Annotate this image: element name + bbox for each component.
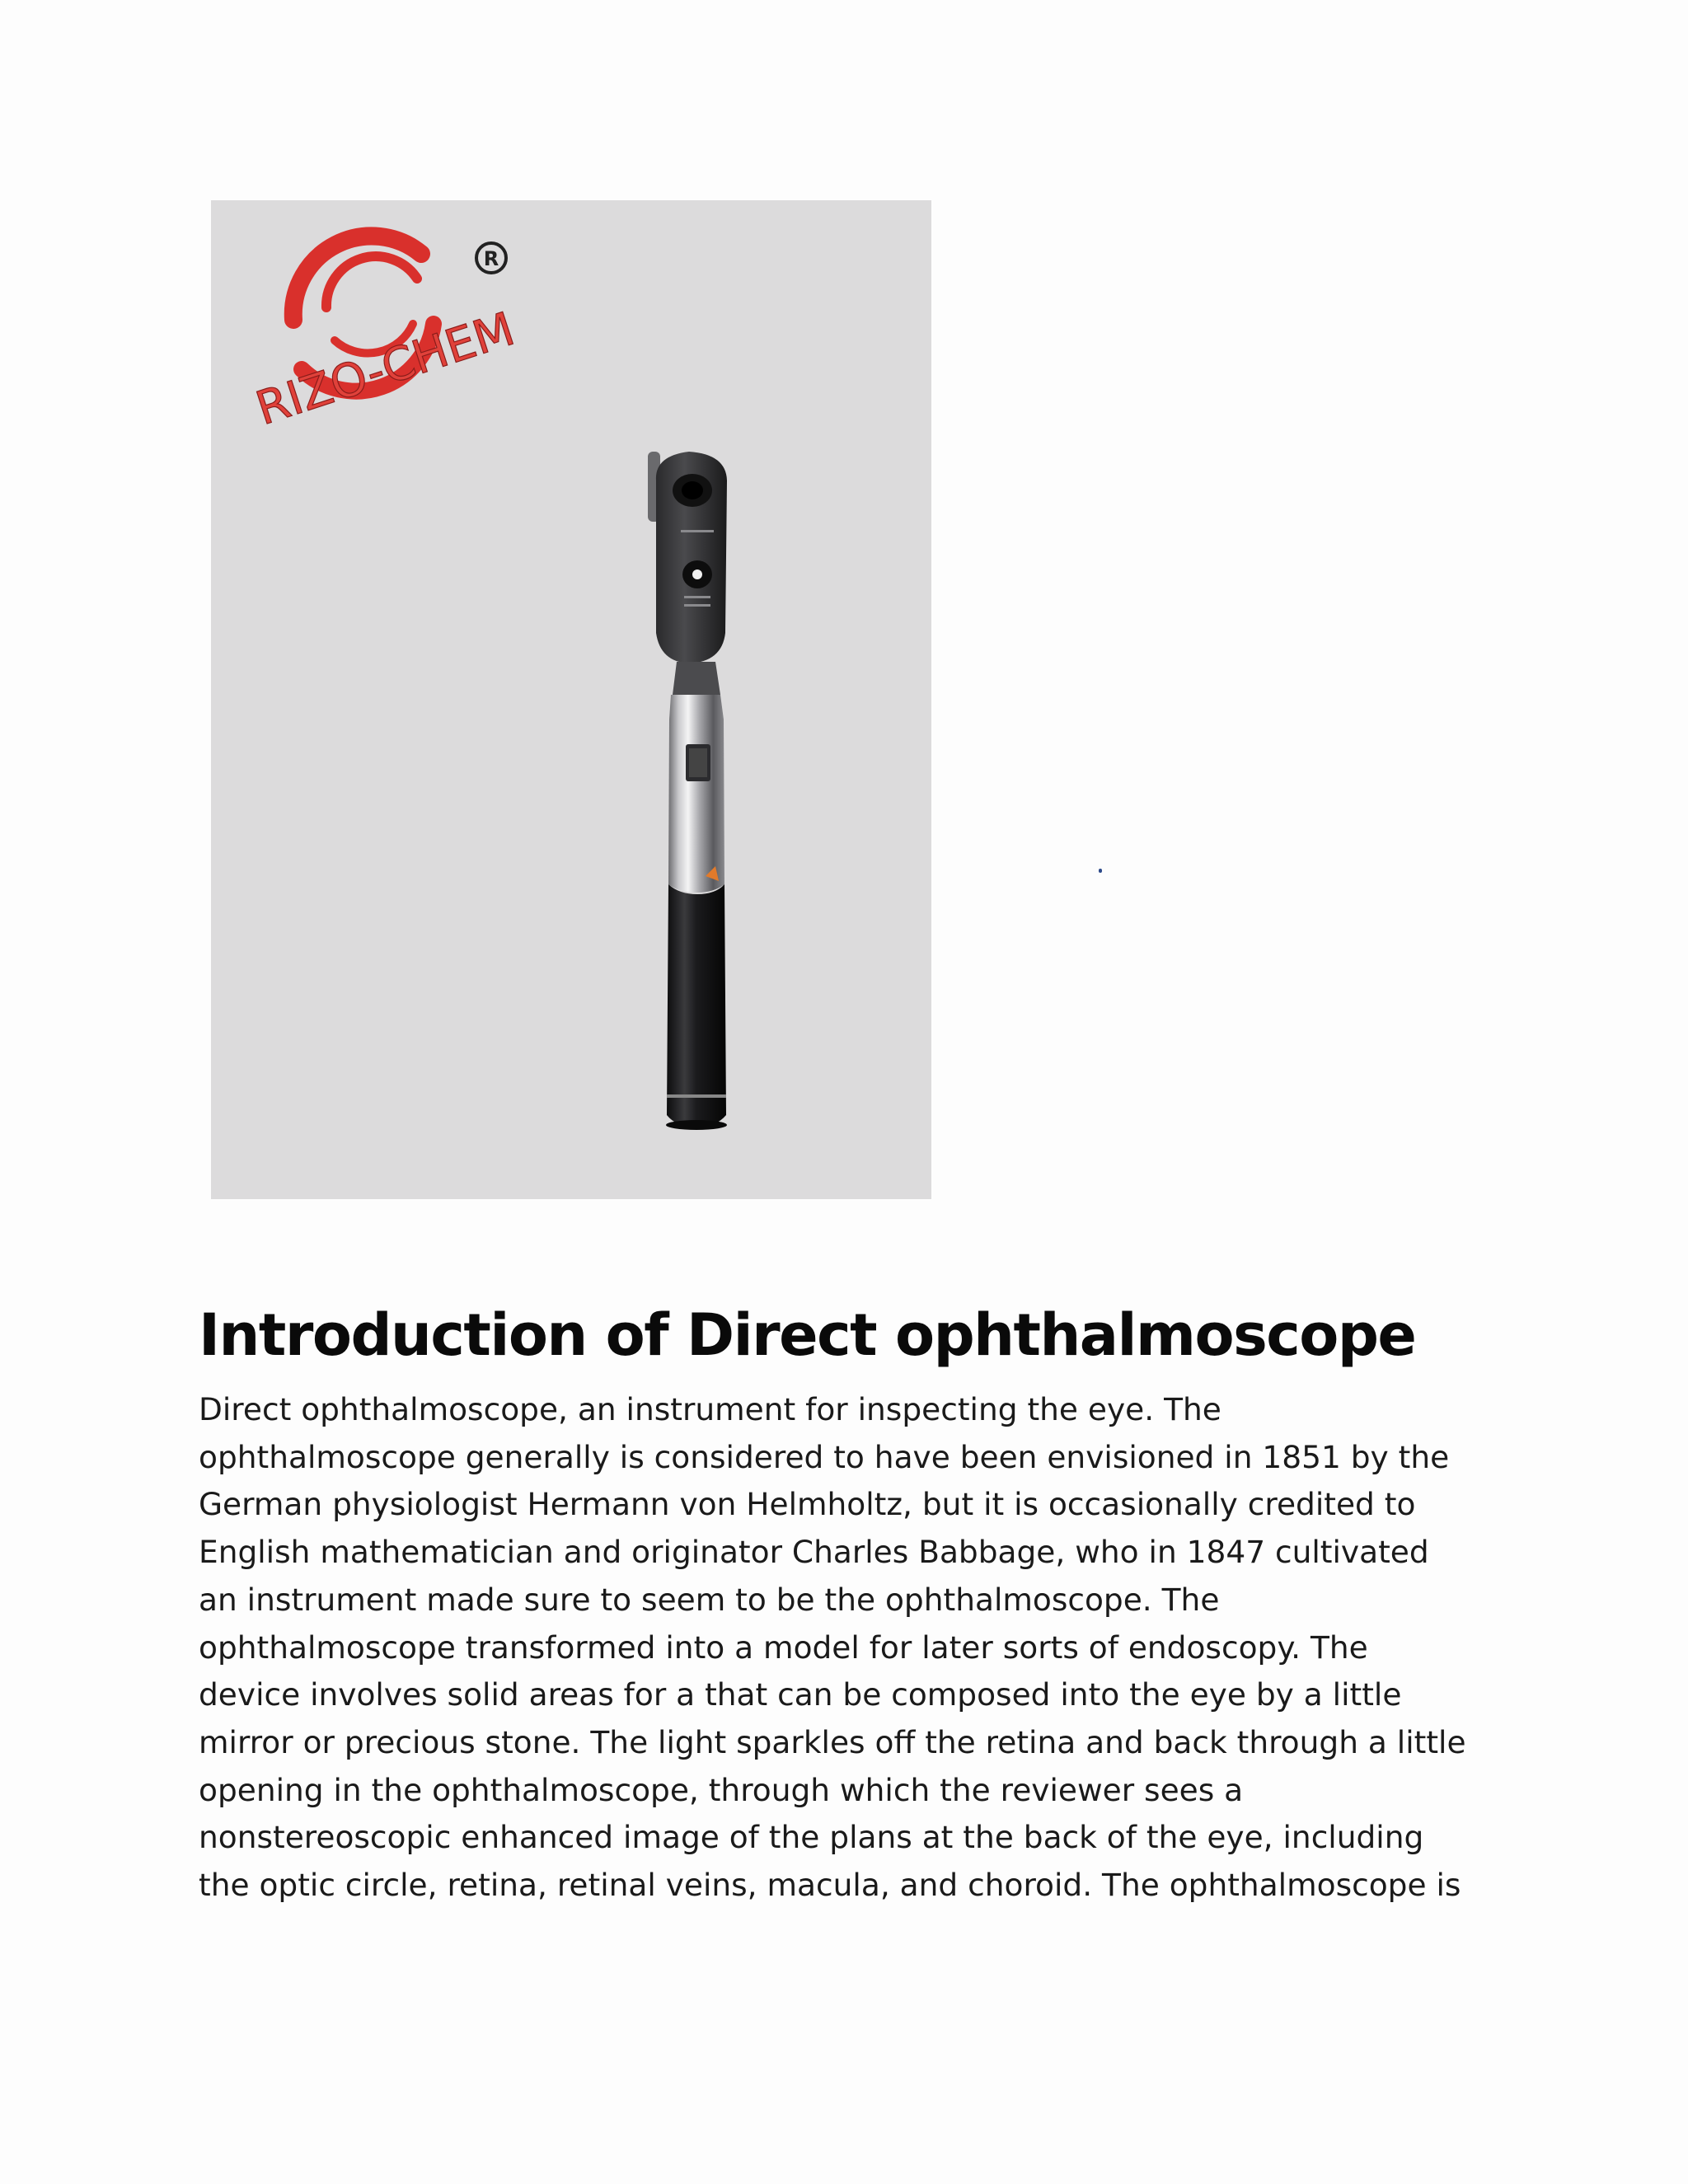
body-line: ophthalmoscope generally is considered to have been envisioned in 1851 by the — [199, 1438, 1450, 1475]
ophthalmoscope-handle — [666, 662, 727, 1130]
ophthalmoscope-illustration — [211, 200, 931, 1199]
article — [199, 1294, 1501, 1910]
body-line: an instrument made sure to seem to be the ophthalmoscope. The — [199, 1581, 1220, 1618]
body-line: device involves solid areas for a that can be composed into the eye by a little — [199, 1676, 1402, 1713]
article-body — [199, 1386, 1501, 1910]
body-line: mirror or precious stone. The light sparkles off the retina and back through a little — [199, 1723, 1466, 1760]
body-line: nonstereoscopic enhanced image of the plans at the back of the eye, including — [199, 1819, 1424, 1856]
ophthalmoscope-head — [648, 452, 727, 663]
logo-text: RIZO-CHEM — [250, 302, 521, 437]
article-title: Introduction of Direct ophthalmoscope — [199, 1301, 1416, 1369]
body-line: German physiologist Hermann von Helmholtz, but it is occasionally credited to — [199, 1486, 1416, 1523]
body-line: the optic circle, retina, retinal veins, macula, and choroid. The ophthalmoscope is — [199, 1867, 1461, 1904]
body-line: Direct ophthalmoscope, an instrument for inspecting the eye. The — [199, 1391, 1221, 1427]
body-line: opening in the ophthalmoscope, through which the reviewer sees a — [199, 1771, 1244, 1808]
product-image — [211, 200, 931, 1199]
stray-dot — [1099, 869, 1102, 873]
body-line: ophthalmoscope transformed into a model for later sorts of endoscopy. The — [199, 1629, 1368, 1666]
body-line: English mathematician and originator Charles Babbage, who in 1847 cultivated — [199, 1534, 1429, 1571]
svg-text:R: R — [483, 247, 499, 270]
rizo-chem-logo — [250, 236, 521, 436]
